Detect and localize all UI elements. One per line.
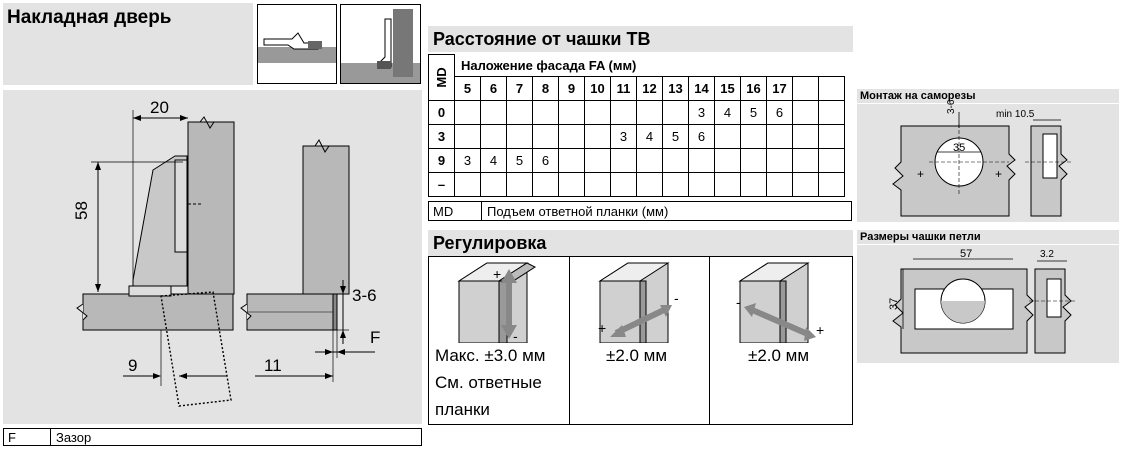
mount-title: Монтаж на саморезы [860, 90, 976, 102]
md-header: MD [429, 55, 455, 101]
distance-cell: 3 [455, 149, 481, 173]
svg-text:-: - [674, 290, 679, 306]
distance-cell [611, 173, 637, 197]
distance-cell [715, 173, 741, 197]
svg-text:+: + [493, 266, 502, 282]
dim-3-6-label: 3-6 [352, 286, 377, 305]
dim-f-label: F [370, 328, 381, 347]
dim-9-label: 9 [128, 356, 138, 375]
adjust-depth-cell [709, 256, 853, 425]
distance-cell [741, 125, 767, 149]
distance-cell [819, 101, 845, 125]
distance-cell: 4 [715, 101, 741, 125]
distance-cell [559, 101, 585, 125]
distance-cell [767, 173, 793, 197]
legend-row [3, 428, 422, 446]
svg-text:-: - [513, 328, 518, 343]
fa-value-cell: 12 [637, 77, 663, 101]
fa-value-cell: 7 [507, 77, 533, 101]
distance-row [429, 125, 845, 149]
distance-title: Расстояние от чашки TB [433, 29, 651, 49]
adjust-vertical-line1: Макс. ±3.0 мм [435, 346, 546, 365]
depth-adjust-icon [710, 257, 852, 343]
distance-cell [559, 125, 585, 149]
fa-value-cell: 8 [533, 77, 559, 101]
dim-11-label: 11 [264, 356, 282, 375]
distance-cell [793, 173, 819, 197]
distance-cell [481, 173, 507, 197]
distance-cell [481, 101, 507, 125]
svg-text:+: + [917, 167, 925, 181]
fa-value-cell: 6 [481, 77, 507, 101]
distance-cell [585, 101, 611, 125]
distance-cell [507, 101, 533, 125]
mount-dim-35: 35 [953, 142, 966, 154]
overlay-diagram-panel [3, 90, 422, 424]
distance-cell [611, 101, 637, 125]
adjust-side-line1: ±2.0 мм [606, 346, 668, 365]
distance-cell [585, 173, 611, 197]
distance-cell [663, 173, 689, 197]
md-value-cell: 0 [429, 101, 455, 125]
fa-header: Наложение фасада FA (мм) [455, 55, 845, 77]
overlay-diagram [3, 90, 422, 424]
overlay-title: Накладная дверь [7, 7, 172, 28]
distance-cell [741, 149, 767, 173]
fa-value-cell: 13 [663, 77, 689, 101]
distance-cell [689, 173, 715, 197]
distance-cell: 4 [481, 149, 507, 173]
dim-20-label: 20 [150, 98, 169, 117]
distance-cell [741, 173, 767, 197]
fa-value-cell: 5 [455, 77, 481, 101]
distance-cell [455, 173, 481, 197]
distance-footer-key: MD [433, 204, 454, 219]
distance-row [429, 149, 845, 173]
distance-footer [428, 201, 852, 221]
distance-cell [585, 125, 611, 149]
distance-cell [715, 125, 741, 149]
adjust-vertical-line2: См. ответные [435, 373, 542, 392]
distance-cell [507, 125, 533, 149]
overlay-thumb-angled [340, 4, 421, 84]
distance-cell [559, 173, 585, 197]
distance-cell [767, 149, 793, 173]
cup-dim-3-2: 3.2 [1040, 249, 1054, 260]
adjust-title: Регулировка [433, 233, 547, 253]
distance-cell [533, 125, 559, 149]
fa-value-cell: 17 [767, 77, 793, 101]
fa-value-cell: 16 [741, 77, 767, 101]
distance-cell: 4 [637, 125, 663, 149]
fa-value-cell: 9 [559, 77, 585, 101]
cup-dim-57: 57 [960, 248, 973, 260]
adjust-grid [428, 256, 853, 425]
fa-value-cell: 10 [585, 77, 611, 101]
distance-cell [533, 173, 559, 197]
distance-row [429, 173, 845, 197]
overlay-thumb-straight [257, 4, 337, 84]
fa-value-cell: 14 [689, 77, 715, 101]
fa-value-cell [819, 77, 845, 101]
dim-58-label: 58 [72, 201, 91, 220]
adjust-side-cell [569, 256, 710, 425]
svg-text:+: + [598, 320, 607, 336]
mount-diagram-panel [857, 104, 1119, 222]
cup-title: Размеры чашки петли [860, 231, 981, 243]
fa-value-cell: 11 [611, 77, 637, 101]
distance-cell: 6 [767, 101, 793, 125]
distance-cell [663, 101, 689, 125]
mount-dim-3-6: 3-6 [946, 99, 957, 114]
distance-cell [455, 125, 481, 149]
svg-text:+: + [816, 322, 825, 338]
distance-cell [663, 149, 689, 173]
distance-row [429, 101, 845, 125]
distance-cell [637, 173, 663, 197]
adjust-vertical-line3: планки [435, 400, 490, 419]
distance-cell: 3 [689, 101, 715, 125]
distance-table [428, 54, 845, 197]
distance-cell [793, 101, 819, 125]
distance-cell: 6 [533, 149, 559, 173]
distance-cell [455, 101, 481, 125]
distance-cell [533, 101, 559, 125]
mount-diagram [857, 104, 1119, 222]
distance-cell [585, 149, 611, 173]
distance-cell [507, 173, 533, 197]
adjust-vertical-cell [428, 256, 570, 425]
fa-value-cell [793, 77, 819, 101]
distance-cell [637, 149, 663, 173]
md-value-cell: – [429, 173, 455, 197]
distance-cell [793, 125, 819, 149]
distance-cell: 5 [741, 101, 767, 125]
fa-value-cell: 15 [715, 77, 741, 101]
distance-cell [819, 149, 845, 173]
distance-cell [559, 149, 585, 173]
distance-cell: 5 [507, 149, 533, 173]
legend-key: F [8, 430, 16, 445]
md-value-cell: 9 [429, 149, 455, 173]
distance-cell [767, 125, 793, 149]
distance-cell [637, 101, 663, 125]
mount-dim-min: min 10.5 [996, 109, 1035, 120]
distance-cell [611, 149, 637, 173]
md-value-cell: 3 [429, 125, 455, 149]
distance-cell [793, 149, 819, 173]
distance-cell [689, 149, 715, 173]
adjust-depth-line1: ±2.0 мм [748, 346, 810, 365]
cup-dim-37: 37 [888, 297, 900, 310]
legend-value: Зазор [56, 430, 92, 445]
distance-cell [819, 125, 845, 149]
distance-footer-value: Подъем ответной планки (мм) [487, 204, 669, 219]
distance-cell [819, 173, 845, 197]
side-adjust-icon [570, 257, 709, 343]
distance-cell [481, 125, 507, 149]
distance-cell: 5 [663, 125, 689, 149]
svg-text:+: + [995, 167, 1003, 181]
svg-text:-: - [736, 294, 741, 310]
distance-cell [715, 149, 741, 173]
distance-cell: 3 [611, 125, 637, 149]
vertical-adjust-icon [429, 257, 569, 343]
distance-cell: 6 [689, 125, 715, 149]
